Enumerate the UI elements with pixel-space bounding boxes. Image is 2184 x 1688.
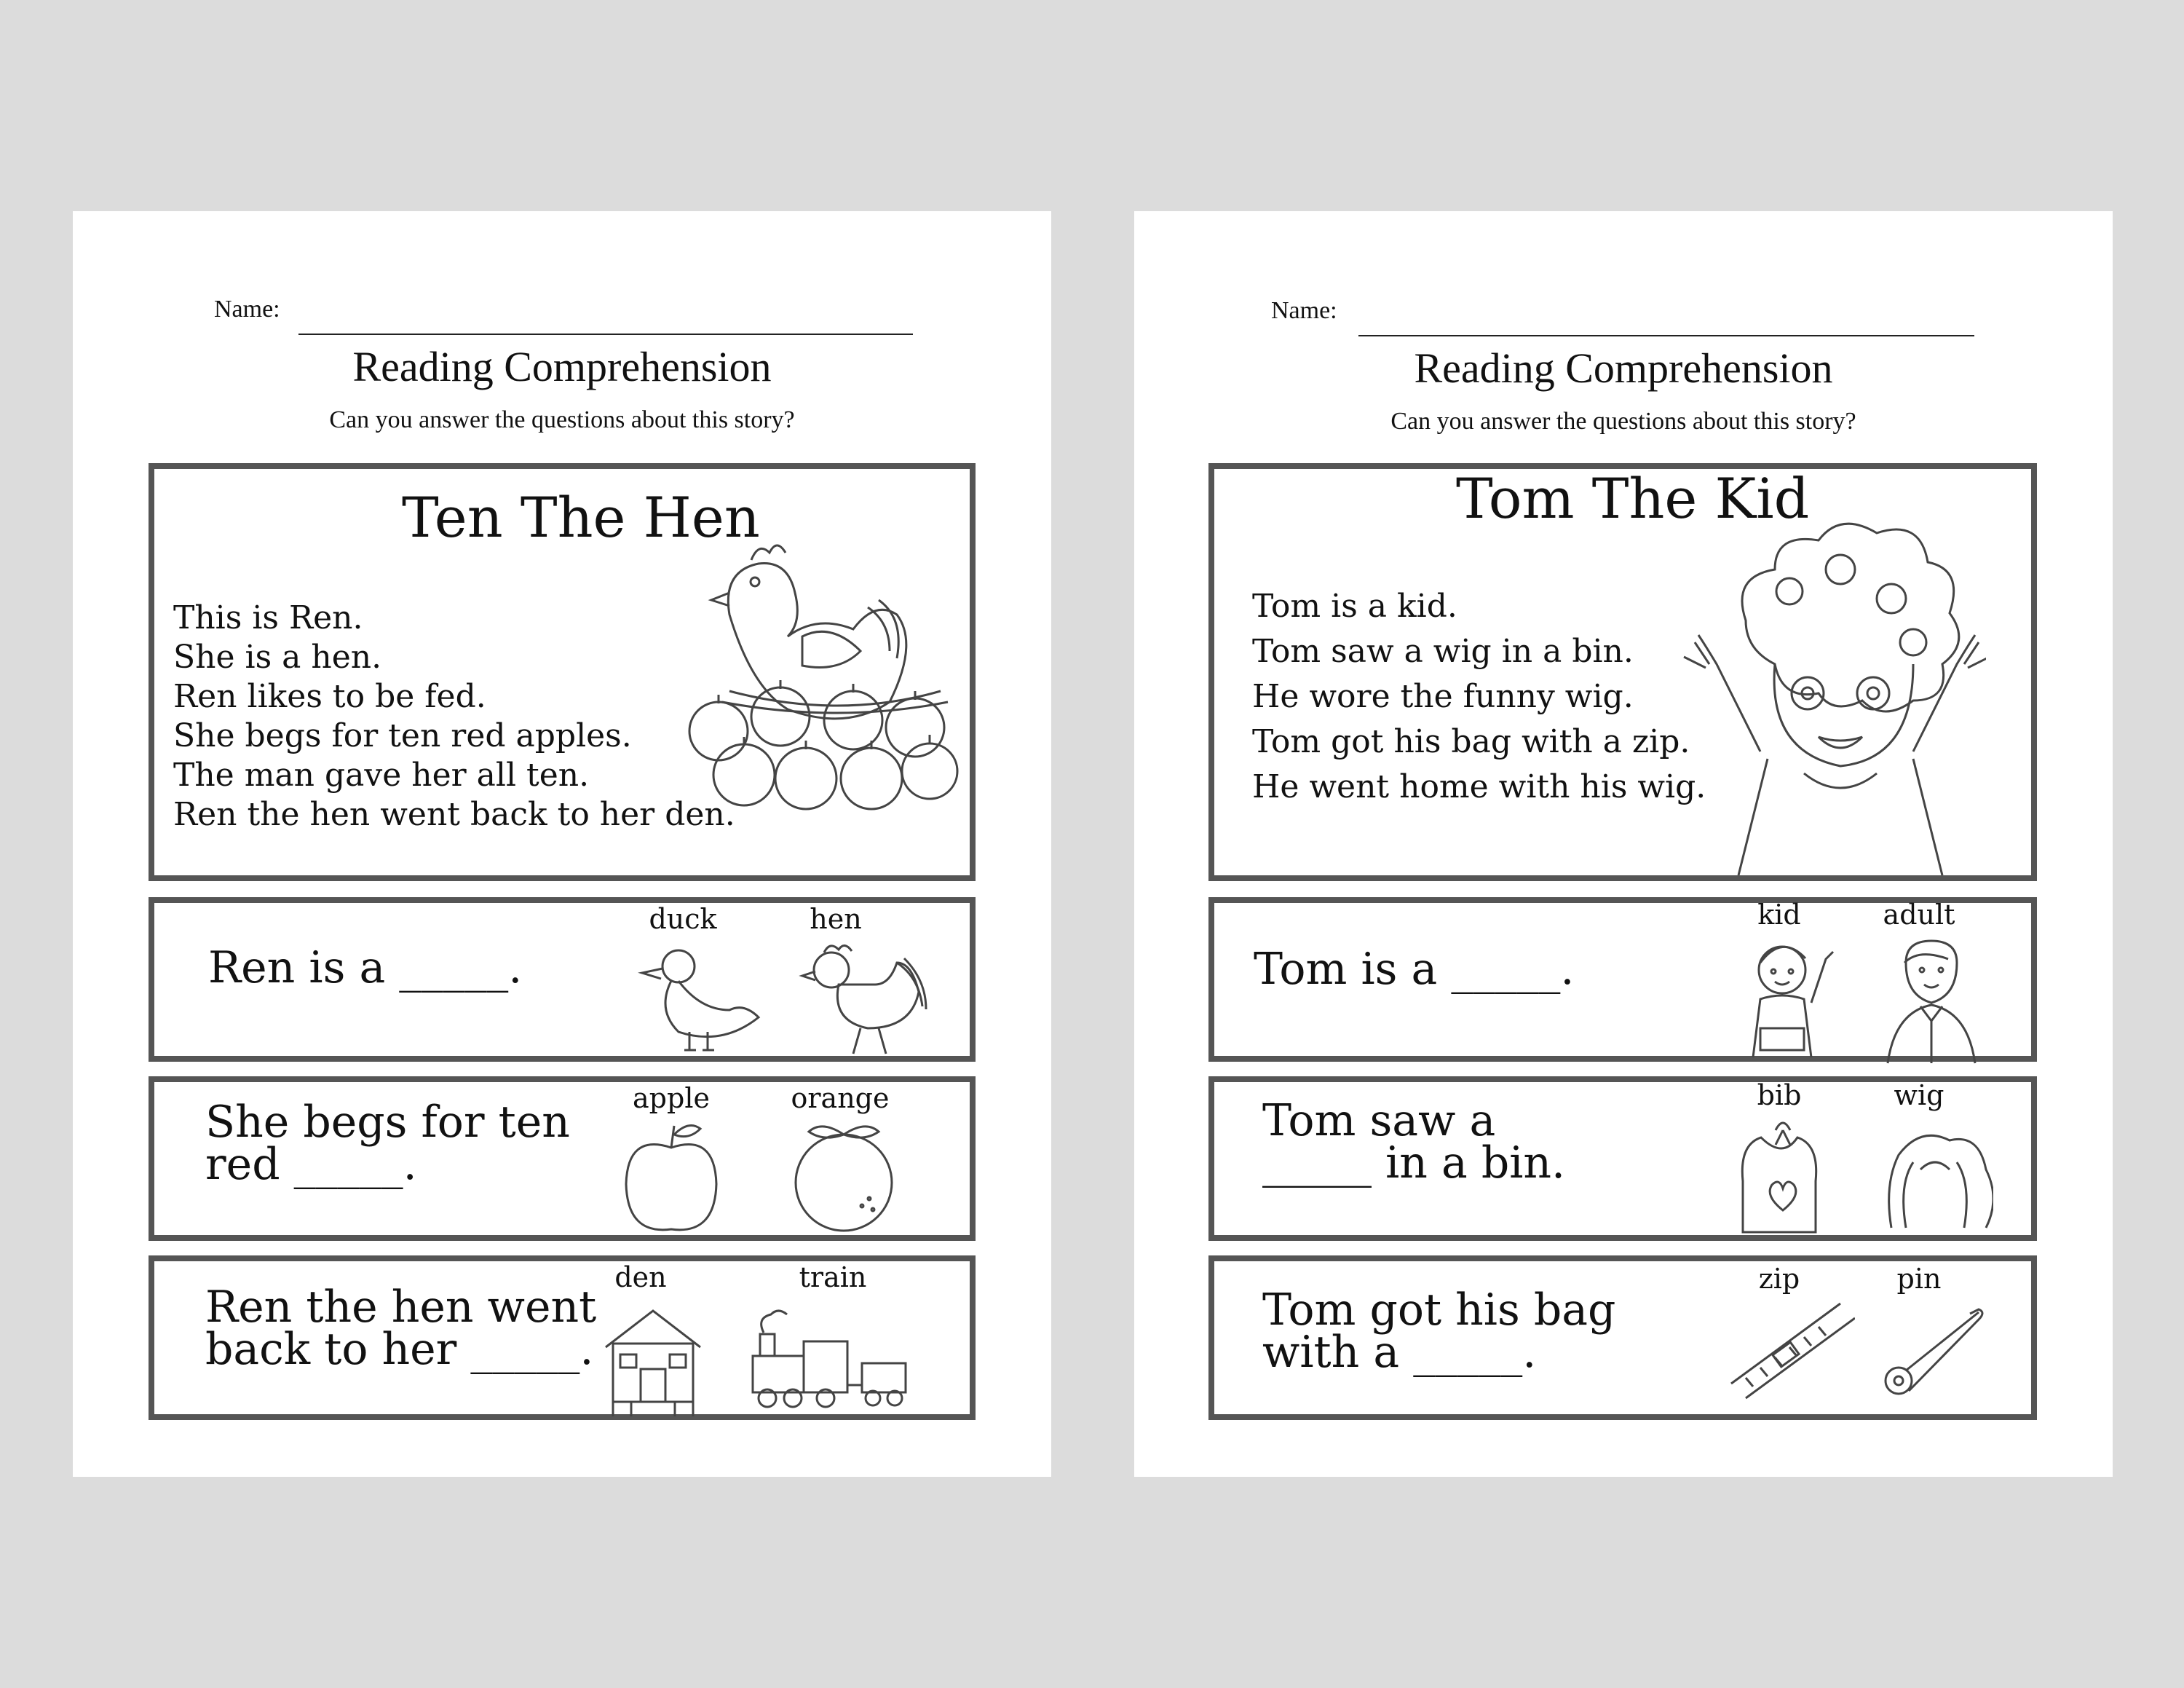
story-title: Ten The Hen: [402, 485, 760, 550]
name-label: Name:: [214, 296, 280, 323]
story-line: He wore the funny wig.: [1252, 678, 1634, 715]
question-line: Ren the hen went: [205, 1282, 597, 1333]
bib-icon[interactable]: [1736, 1116, 1830, 1239]
story-line: Ren the hen went back to her den.: [173, 796, 735, 833]
name-label: Name:: [1271, 297, 1337, 324]
name-field-line[interactable]: [1358, 335, 1974, 336]
story-line: Tom saw a wig in a bin.: [1252, 633, 1634, 670]
question-line: _____ in a bin.: [1262, 1137, 1566, 1188]
question-line: red _____.: [205, 1139, 417, 1190]
page-subtitle: Can you answer the questions about this story?: [1390, 408, 1856, 435]
story-line: Ren likes to be fed.: [173, 678, 486, 715]
story-line: This is Ren.: [173, 599, 363, 636]
option-label[interactable]: orange: [791, 1082, 890, 1114]
option-label[interactable]: pin: [1896, 1263, 1942, 1295]
option-label[interactable]: hen: [810, 903, 862, 935]
question-box-2: [149, 1076, 976, 1241]
story-text: [173, 599, 735, 835]
option-label[interactable]: kid: [1757, 899, 1801, 931]
option-label[interactable]: den: [614, 1261, 667, 1293]
train-icon[interactable]: [745, 1305, 913, 1414]
question-box-1: [1208, 897, 2037, 1062]
question-box-2: [1208, 1076, 2037, 1241]
story-line: She is a hen.: [173, 639, 382, 676]
worksheet-ten-the-hen: [73, 211, 1051, 1477]
option-label[interactable]: bib: [1757, 1079, 1802, 1111]
question-box-3: [149, 1255, 976, 1420]
option-label[interactable]: apple: [633, 1082, 710, 1114]
question-box-1: [149, 897, 976, 1062]
question-text: [1254, 944, 1575, 995]
worksheet-tom-the-kid: [1134, 211, 2113, 1477]
question-line: She begs for ten: [205, 1097, 570, 1148]
hen-icon[interactable]: [795, 941, 941, 1057]
page-title: Reading Comprehension: [352, 343, 772, 390]
question-line: back to her _____.: [205, 1324, 594, 1375]
page-title: Reading Comprehension: [1414, 344, 1833, 392]
hen-on-apples-illustration: [678, 520, 970, 826]
story-line: The man gave her all ten.: [173, 757, 590, 794]
den-house-icon[interactable]: [598, 1304, 708, 1420]
question-line: with a _____.: [1262, 1327, 1537, 1378]
question-box-3: [1208, 1255, 2037, 1420]
story-text: [1252, 584, 1706, 810]
question-text: [208, 942, 523, 993]
story-box: [149, 463, 976, 881]
option-label[interactable]: wig: [1894, 1079, 1944, 1111]
story-line: Tom is a kid.: [1252, 588, 1457, 625]
question-line: Tom is a _____.: [1254, 944, 1575, 995]
adult-icon[interactable]: [1877, 934, 1979, 1065]
name-field-line[interactable]: [298, 334, 913, 335]
question-text: [205, 1097, 570, 1190]
safety-pin-icon[interactable]: [1877, 1301, 1993, 1403]
story-line: Tom got his bag with a zip.: [1252, 723, 1690, 760]
question-line: Ren is a _____.: [208, 942, 523, 993]
question-line: Tom got his bag: [1262, 1285, 1616, 1336]
option-label[interactable]: zip: [1758, 1263, 1800, 1295]
story-box: [1208, 463, 2037, 881]
kid-icon[interactable]: [1738, 934, 1840, 1065]
option-label[interactable]: train: [799, 1261, 867, 1293]
duck-icon[interactable]: [635, 941, 766, 1057]
page-subtitle: Can you answer the questions about this story?: [329, 406, 795, 433]
story-line: He went home with his wig.: [1252, 768, 1706, 805]
question-text: [1262, 1095, 1566, 1188]
question-line: Tom saw a: [1262, 1095, 1496, 1146]
question-text: [1262, 1285, 1616, 1378]
wig-icon[interactable]: [1877, 1126, 1993, 1235]
question-text: [205, 1282, 597, 1375]
story-line: She begs for ten red apples.: [173, 717, 632, 754]
orange-icon[interactable]: [789, 1119, 898, 1235]
apple-icon[interactable]: [620, 1119, 722, 1235]
kid-with-wig-illustration: [1680, 518, 1986, 875]
zipper-icon[interactable]: [1724, 1296, 1855, 1405]
story-title: Tom The Kid: [1456, 466, 1810, 531]
option-label[interactable]: adult: [1883, 899, 1955, 931]
option-label[interactable]: duck: [649, 903, 717, 935]
